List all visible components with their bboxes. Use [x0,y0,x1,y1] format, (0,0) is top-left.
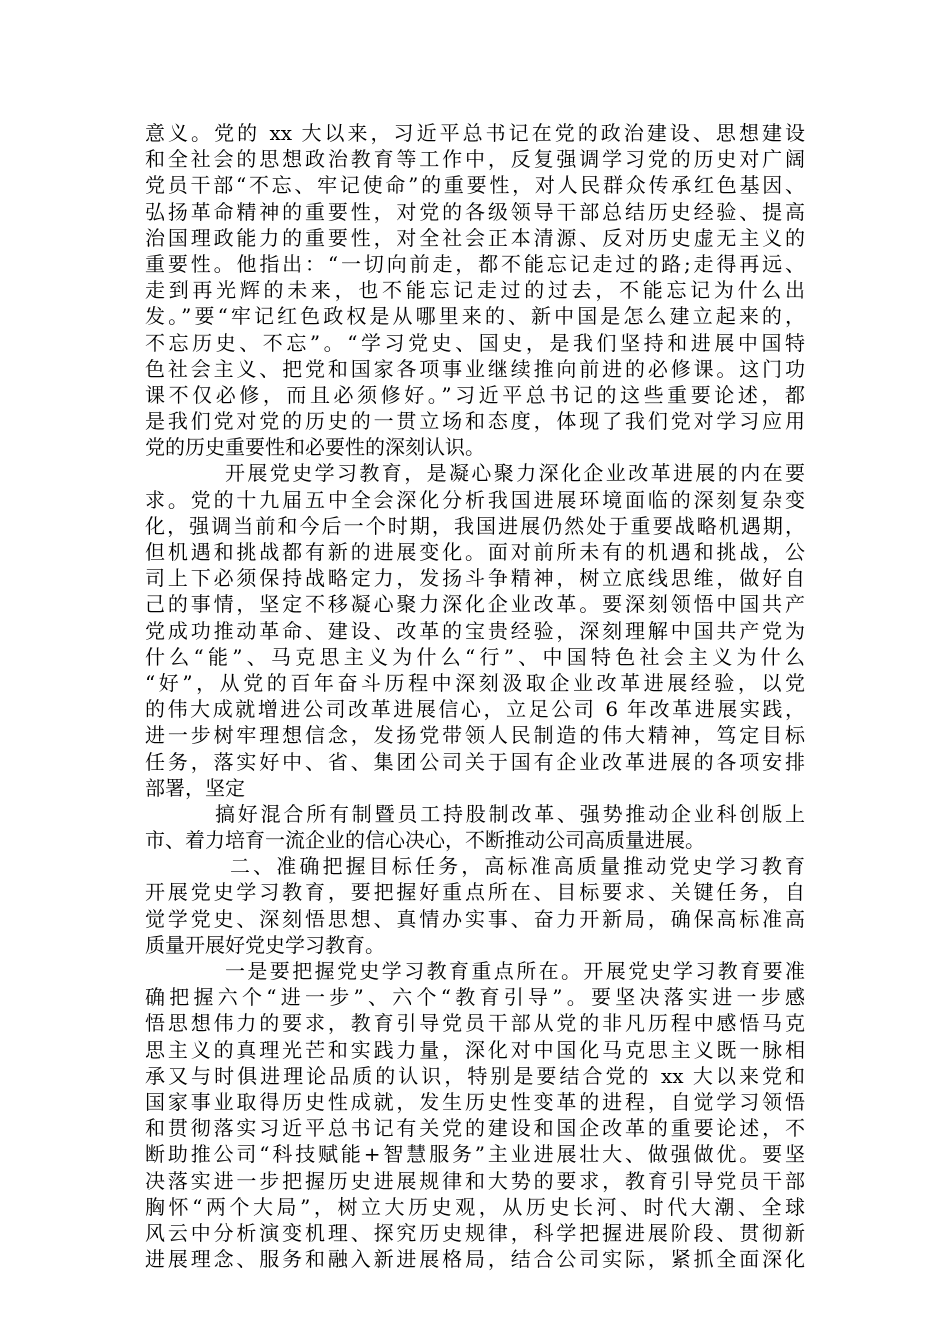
paragraph-1 [145,120,805,460]
section-heading: 二、准确把握目标任务，高标准高质量推动党史学习教育 [230,854,805,879]
text-line: 发。”要“牢记红色政权是从哪里来的、新中国是怎么建立起来的， [145,304,805,329]
text-line: 确把握六个“进一步”、六个“教育引导”。要坚决落实进一步感 [145,985,805,1010]
text-line: 决落实进一步把握历史进展规律和大势的要求，教育引导党员干部 [145,1168,805,1193]
text-line: 进展理念、服务和融入新进展格局，结合公司实际，紧抓全面深化 [145,1247,805,1272]
text-line: 承又与时俱进理论品质的认识，特别是要结合党的 xx 大以来党和 [145,1063,805,1088]
text-line: 不忘历史、不忘”。“学习党史、国史，是我们坚持和进展中国特 [145,330,805,355]
text-line: 司上下必须保持战略定力，发扬斗争精神，树立底线思维，做好自 [145,566,805,591]
text-line: 党的历史重要性和必要性的深刻认识。 [145,435,485,460]
text-line: 质量开展好党史学习教育。 [145,932,385,957]
text-line: 和全社会的思想政治教育等工作中，反复强调学习党的历史对广阔 [145,147,805,172]
text-line: 己的事情，坚定不移凝心聚力深化企业改革。要深刻领悟中国共产 [145,592,805,617]
text-line: 开展党史学习教育，要把握好重点所在、目标要求、关键任务，自 [145,880,805,905]
paragraph-2 [145,460,805,800]
paragraph-5 [145,958,805,1272]
text-line: 搞好混合所有制暨员工持股制改革、强势推动企业科创版上 [215,801,805,826]
text-line: 断助推公司“科技赋能+智慧服务”主业进展壮大、做强做优。要坚 [145,1142,805,1167]
text-line: 任务，落实好中、省、集团公司关于国有企业改革进展的各项安排 [145,749,805,774]
text-line: 意义。党的 xx 大以来，习近平总书记在党的政治建设、思想建设 [145,121,805,145]
text-line: 是我们党对党的历史的一贯立场和态度，体现了我们党对学习应用 [145,409,805,434]
text-line: 治国理政能力的重要性，对全社会正本清源、反对历史虚无主义的 [145,225,805,250]
text-line: 国家事业取得历史性成就，发生历史性变革的进程，自觉学习领悟 [145,1089,805,1114]
text-line: 风云中分析演变机理、探究历史规律，科学把握进展阶段、贯彻新 [145,1220,805,1245]
text-line: 思主义的真理光芒和实践力量，深化对中国化马克思主义既一脉相 [145,1037,805,1062]
text-line: 部署，坚定 [145,775,245,800]
text-line: 党员干部“不忘、牢记使命”的重要性，对人民群众传承红色基因、 [145,173,805,198]
text-line: 课不仅必修，而且必须修好。”习近平总书记的这些重要论述，都 [145,382,805,407]
document-body [145,120,805,1272]
text-line: 求。党的十九届五中全会深化分析我国进展环境面临的深刻复杂变 [145,487,805,512]
text-line: 但机遇和挑战都有新的进展变化。面对前所未有的机遇和挑战，公 [145,540,805,564]
text-line: 化，强调当前和今后一个时期，我国进展仍然处于重要战略机遇期， [145,513,805,538]
text-line: 什么“能”、马克思主义为什么“行”、中国特色社会主义为什么 [145,644,805,669]
text-line: 走到再光辉的未来，也不能忘记走过的过去，不能忘记为什么出 [145,278,805,303]
section-heading-2 [145,853,805,958]
text-line: 一是要把握党史学习教育重点所在。开展党史学习教育要准 [225,959,805,983]
text-line: 市、着力培育一流企业的信心决心，不断推动公司高质量进展。 [145,828,705,853]
text-line: 色社会主义、把党和国家各项事业继续推向前进的必修课。这门功 [145,356,805,381]
text-line: 弘扬革命精神的重要性，对党的各级领导干部总结历史经验、提高 [145,199,805,224]
text-line: 进一步树牢理想信念，发扬党带领人民制造的伟大精神，笃定目标 [145,723,805,748]
text-line: 和贯彻落实习近平总书记有关党的建设和国企改革的重要论述，不 [145,1116,805,1141]
text-line: “好”，从党的百年奋斗历程中深刻汲取企业改革进展经验，以党 [145,670,805,695]
text-line: 重要性。他指出：“一切向前走，都不能忘记走过的路;走得再远、 [145,251,805,276]
text-line: 党成功推动革命、建设、改革的宝贵经验，深刻理解中国共产党为 [145,618,805,643]
text-line: 觉学党史、深刻悟思想、真情办实事、奋力开新局，确保高标准高 [145,906,805,931]
text-line: 开展党史学习教育，是凝心聚力深化企业改革进展的内在要 [225,461,805,486]
paragraph-3 [145,801,805,853]
text-line: 胸怀“两个大局”，树立大历史观，从历史长河、时代大潮、全球 [145,1194,805,1219]
text-line: 的伟大成就增进公司改革进展信心，立足公司 6 年改革进展实践， [145,697,805,722]
text-line: 悟思想伟力的要求，教育引导党员干部从党的非凡历程中感悟马克 [145,1011,805,1036]
